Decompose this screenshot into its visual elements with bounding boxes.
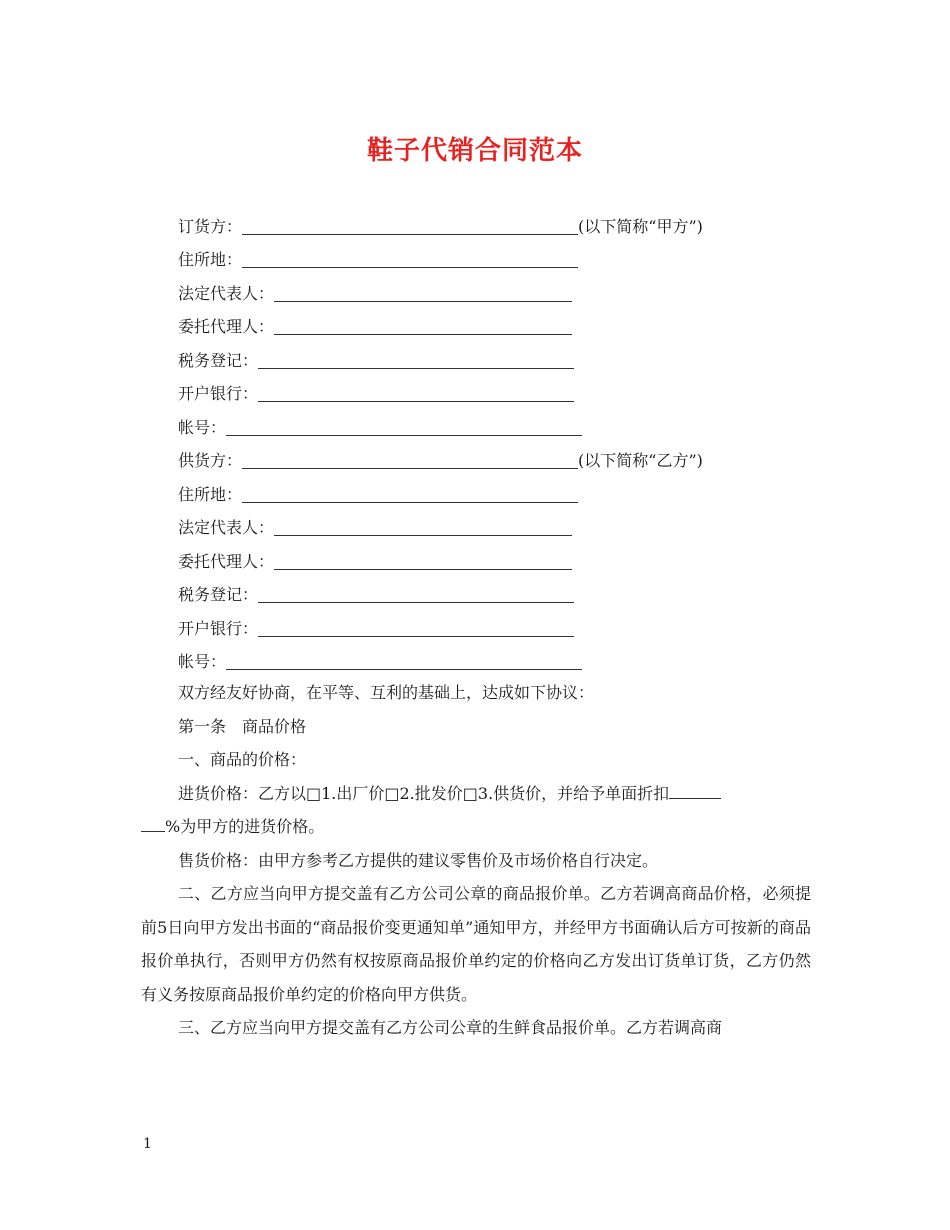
party-b-supplier-field — [178, 439, 818, 473]
field-label: 订货方： — [178, 216, 243, 236]
fill-blank[interactable] — [274, 551, 572, 570]
field-label: 开户银行： — [178, 384, 259, 403]
field-label: 税务登记： — [178, 350, 259, 370]
fill-blank[interactable] — [226, 417, 582, 436]
purchase-price-text: 进货价格：乙方以□1.出厂价□2.批发价□3.供货价，并给予单面折扣 — [178, 783, 670, 803]
fill-blank[interactable] — [274, 517, 572, 536]
fill-blank[interactable] — [258, 618, 574, 637]
party-b-tax-field — [178, 573, 818, 607]
purchase-price-text-cont: %为甲方的进货价格。 — [165, 817, 325, 836]
agreement-statement: 双方经友好协商，在平等、互利的基础上，达成如下协议： — [178, 683, 595, 702]
fill-blank[interactable] — [242, 216, 578, 235]
discount-blank[interactable] — [669, 782, 721, 799]
field-label: 委托代理人： — [178, 551, 275, 571]
party-a-legal-rep-field — [178, 271, 818, 305]
field-label: 供货方： — [178, 451, 243, 470]
clause-two: 二、乙方应当向甲方提交盖有乙方公司公章的商品报价单。乙方若调高商品价格，必须提前5日向甲方发出书面的“商品报价变更通知单”通知甲方，并经甲方书面确认后方可按新的商品报价单执行，否则甲方仍然有权按原商品报价单约定的价格向乙方发出订货单订货，乙方仍然有义务按原商品报价单约定的价格向甲方供货。 — [141, 884, 811, 1004]
fill-blank[interactable] — [274, 316, 572, 335]
field-label: 法定代表人： — [178, 283, 275, 303]
party-a-tax-field — [178, 338, 818, 372]
fill-blank[interactable] — [242, 450, 578, 469]
party-a-address-field — [178, 238, 818, 272]
party-b-account-field — [178, 640, 818, 674]
fill-blank[interactable] — [274, 283, 572, 302]
sale-price-clause: 售货价格：由甲方参考乙方提供的建议零售价及市场价格自行决定。 — [178, 850, 659, 870]
field-note: (以下简称“乙方”) — [578, 451, 703, 470]
party-fields — [178, 204, 818, 673]
fill-blank[interactable] — [258, 350, 574, 369]
fill-blank[interactable] — [226, 651, 582, 670]
party-a-account-field — [178, 405, 818, 439]
fill-blank[interactable] — [242, 484, 578, 503]
field-label: 住所地： — [178, 484, 243, 504]
party-b-legal-rep-field — [178, 506, 818, 540]
contract-body — [141, 676, 811, 1045]
clause-heading: 一、商品的价格： — [178, 750, 307, 769]
field-note: (以下简称“甲方”) — [578, 216, 703, 236]
field-label: 帐号： — [178, 652, 227, 671]
field-label: 委托代理人： — [178, 317, 275, 336]
purchase-price-clause — [141, 777, 811, 844]
party-b-agent-field — [178, 539, 818, 573]
fill-blank[interactable] — [242, 249, 578, 268]
document-title: 鞋子代销合同范本 — [366, 136, 583, 166]
clause-three: 三、乙方应当向甲方提交盖有乙方公司公章的生鲜食品报价单。乙方若调高商 — [178, 1018, 723, 1037]
discount-blank-cont[interactable] — [141, 815, 165, 832]
page-number: 1 — [143, 1136, 152, 1152]
party-a-agent-field — [178, 305, 818, 339]
field-label: 法定代表人： — [178, 518, 275, 537]
party-b-address-field — [178, 472, 818, 506]
party-a-orderer-field — [178, 204, 818, 238]
party-b-bank-field — [178, 606, 818, 640]
field-label: 住所地： — [178, 250, 243, 269]
field-label: 开户银行： — [178, 618, 259, 638]
field-label: 税务登记： — [178, 585, 259, 604]
field-label: 帐号： — [178, 417, 227, 437]
party-a-bank-field — [178, 372, 818, 406]
article-heading: 第一条 商品价格 — [178, 716, 307, 736]
fill-blank[interactable] — [258, 584, 574, 603]
fill-blank[interactable] — [258, 383, 574, 402]
